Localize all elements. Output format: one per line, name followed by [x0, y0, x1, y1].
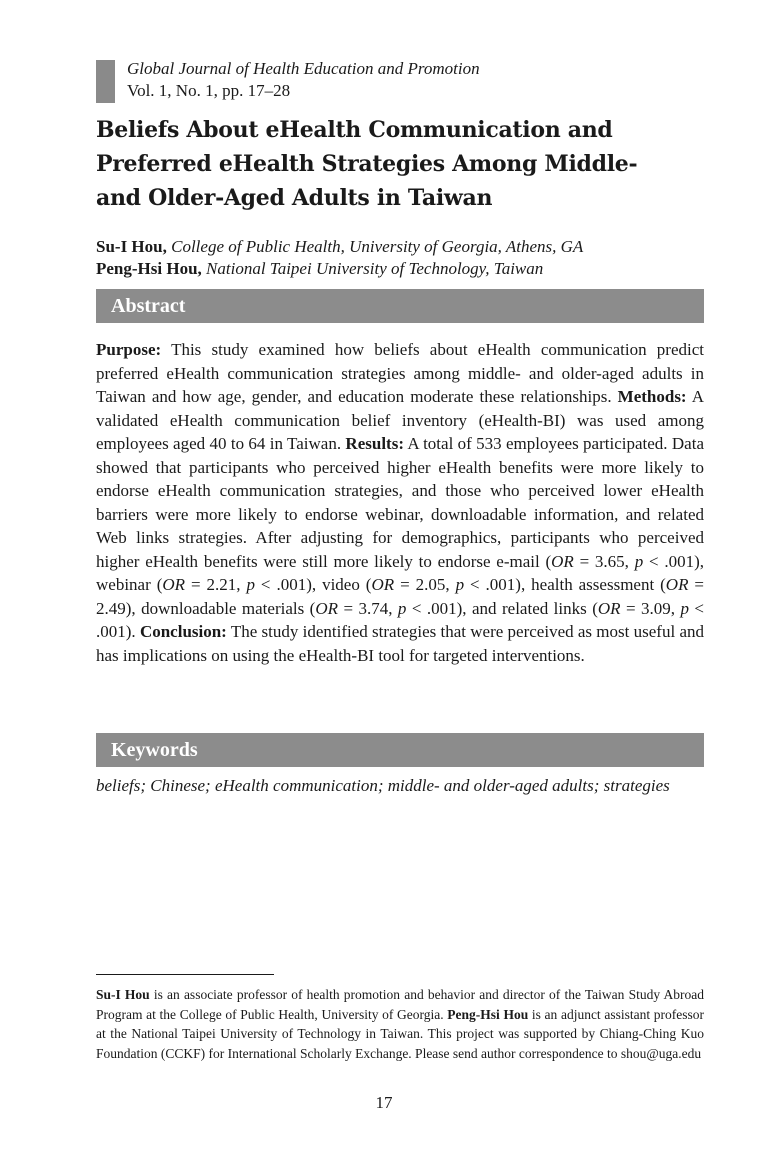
- page-number: 17: [375, 1093, 393, 1112]
- footnote-author: Su-I Hou: [96, 987, 150, 1002]
- abstract-heading: Abstract: [96, 289, 704, 323]
- journal-marker-bar: [96, 60, 115, 103]
- abstract-body: [96, 338, 704, 667]
- p-symbol: p: [455, 575, 465, 594]
- results-segment: = 2.05,: [394, 575, 456, 594]
- results-text: A total of 533 employees participated. Data showed that participants who perceived higher eHealth benefits were more likely to endorse eHealth communication strategies, and those who perceived lower eHealth barriers were more likely to endorse webinar, downloadable information, and related Web links strategies. After adjusting for demographics, participants who perceived higher eHealth benefits were still more likely to endorse e-mail (: [96, 434, 704, 571]
- title-line: Beliefs About eHealth Communication and: [96, 117, 613, 143]
- journal-name: Global Journal of Health Education and Promotion: [127, 59, 480, 78]
- journal-issue: Vol. 1, No. 1, pp. 17–28: [127, 81, 291, 100]
- conclusion-text: The study identified strategies that were perceived as most useful and has implications on using the eHealth-BI tool for targeted interventions.: [96, 622, 704, 665]
- results-segment: < .001), video (: [254, 575, 372, 594]
- p-symbol: p: [680, 598, 689, 618]
- results-segment: < .001), webinar (: [96, 551, 704, 594]
- results-segment: < .001).: [96, 598, 704, 641]
- author-list: [96, 236, 583, 280]
- results-segment: = 3.74,: [338, 598, 398, 618]
- results-segment: < .001), and related links (: [406, 598, 598, 618]
- footnote-text: is an adjunct assistant professor at the National Taipei University of Technology in Taiwan. This project was supported by Chiang-Ching Kuo Foundation (CCKF) for International Scholarly Exchange. Please send author correspondence to shou@uga.edu: [96, 1006, 704, 1061]
- methods-text: A validated eHealth communication belief inventory (eHealth-BI) was used among employees aged 40 to 64 in Taiwan.: [96, 387, 704, 453]
- author-affiliation: National Taipei University of Technology, Taiwan: [206, 259, 544, 278]
- or-symbol: OR: [665, 575, 689, 594]
- p-symbol: p: [246, 575, 255, 594]
- purpose-label: Purpose:: [96, 340, 162, 359]
- purpose-text: This study examined how beliefs about eHealth communication predict preferred eHealth communication strategies among middle- and older-aged adults in Taiwan and how age, gender, and education moderate these relationships.: [96, 340, 704, 406]
- or-symbol: OR: [371, 575, 395, 594]
- results-segment: = 2.49), downloadable materials (: [96, 575, 705, 618]
- article-title: [96, 113, 716, 215]
- journal-header: [127, 58, 480, 102]
- author-name: Su-I Hou,: [96, 237, 167, 256]
- conclusion-label: Conclusion:: [139, 622, 227, 641]
- keywords-heading: Keywords: [96, 733, 704, 767]
- results-segment: < .001), health assessment (: [464, 575, 666, 594]
- author-footnote: [96, 985, 704, 1063]
- author-name: Peng-Hsi Hou,: [96, 259, 202, 278]
- results-segment: = 2.21,: [185, 575, 247, 594]
- footnote-rule: [96, 974, 274, 975]
- author-entry: [96, 258, 583, 280]
- author-entry: [96, 236, 583, 258]
- p-symbol: p: [397, 598, 407, 618]
- p-symbol: p: [634, 551, 644, 571]
- footnote-author: Peng-Hsi Hou: [447, 1006, 529, 1022]
- results-segment: = 3.09,: [620, 598, 681, 618]
- title-line: Preferred eHealth Strategies Among Middle-: [96, 151, 638, 177]
- results-segment: = 3.65,: [573, 551, 635, 571]
- or-symbol: OR: [551, 551, 574, 571]
- results-label: Results:: [345, 434, 404, 453]
- footnote-text: is an associate professor of health promotion and behavior and director of the Taiwan Study Abroad Program at the College of Public Health, University of Georgia.: [96, 987, 704, 1022]
- keywords-text: beliefs; Chinese; eHealth communication; middle- and older-aged adults; strategies: [96, 776, 670, 795]
- or-symbol: OR: [597, 598, 621, 618]
- or-symbol: OR: [315, 598, 338, 618]
- or-symbol: OR: [162, 575, 186, 594]
- methods-label: Methods:: [617, 387, 687, 406]
- title-line: and Older-Aged Adults in Taiwan: [96, 185, 493, 211]
- author-affiliation: College of Public Health, University of Georgia, Athens, GA: [171, 237, 584, 256]
